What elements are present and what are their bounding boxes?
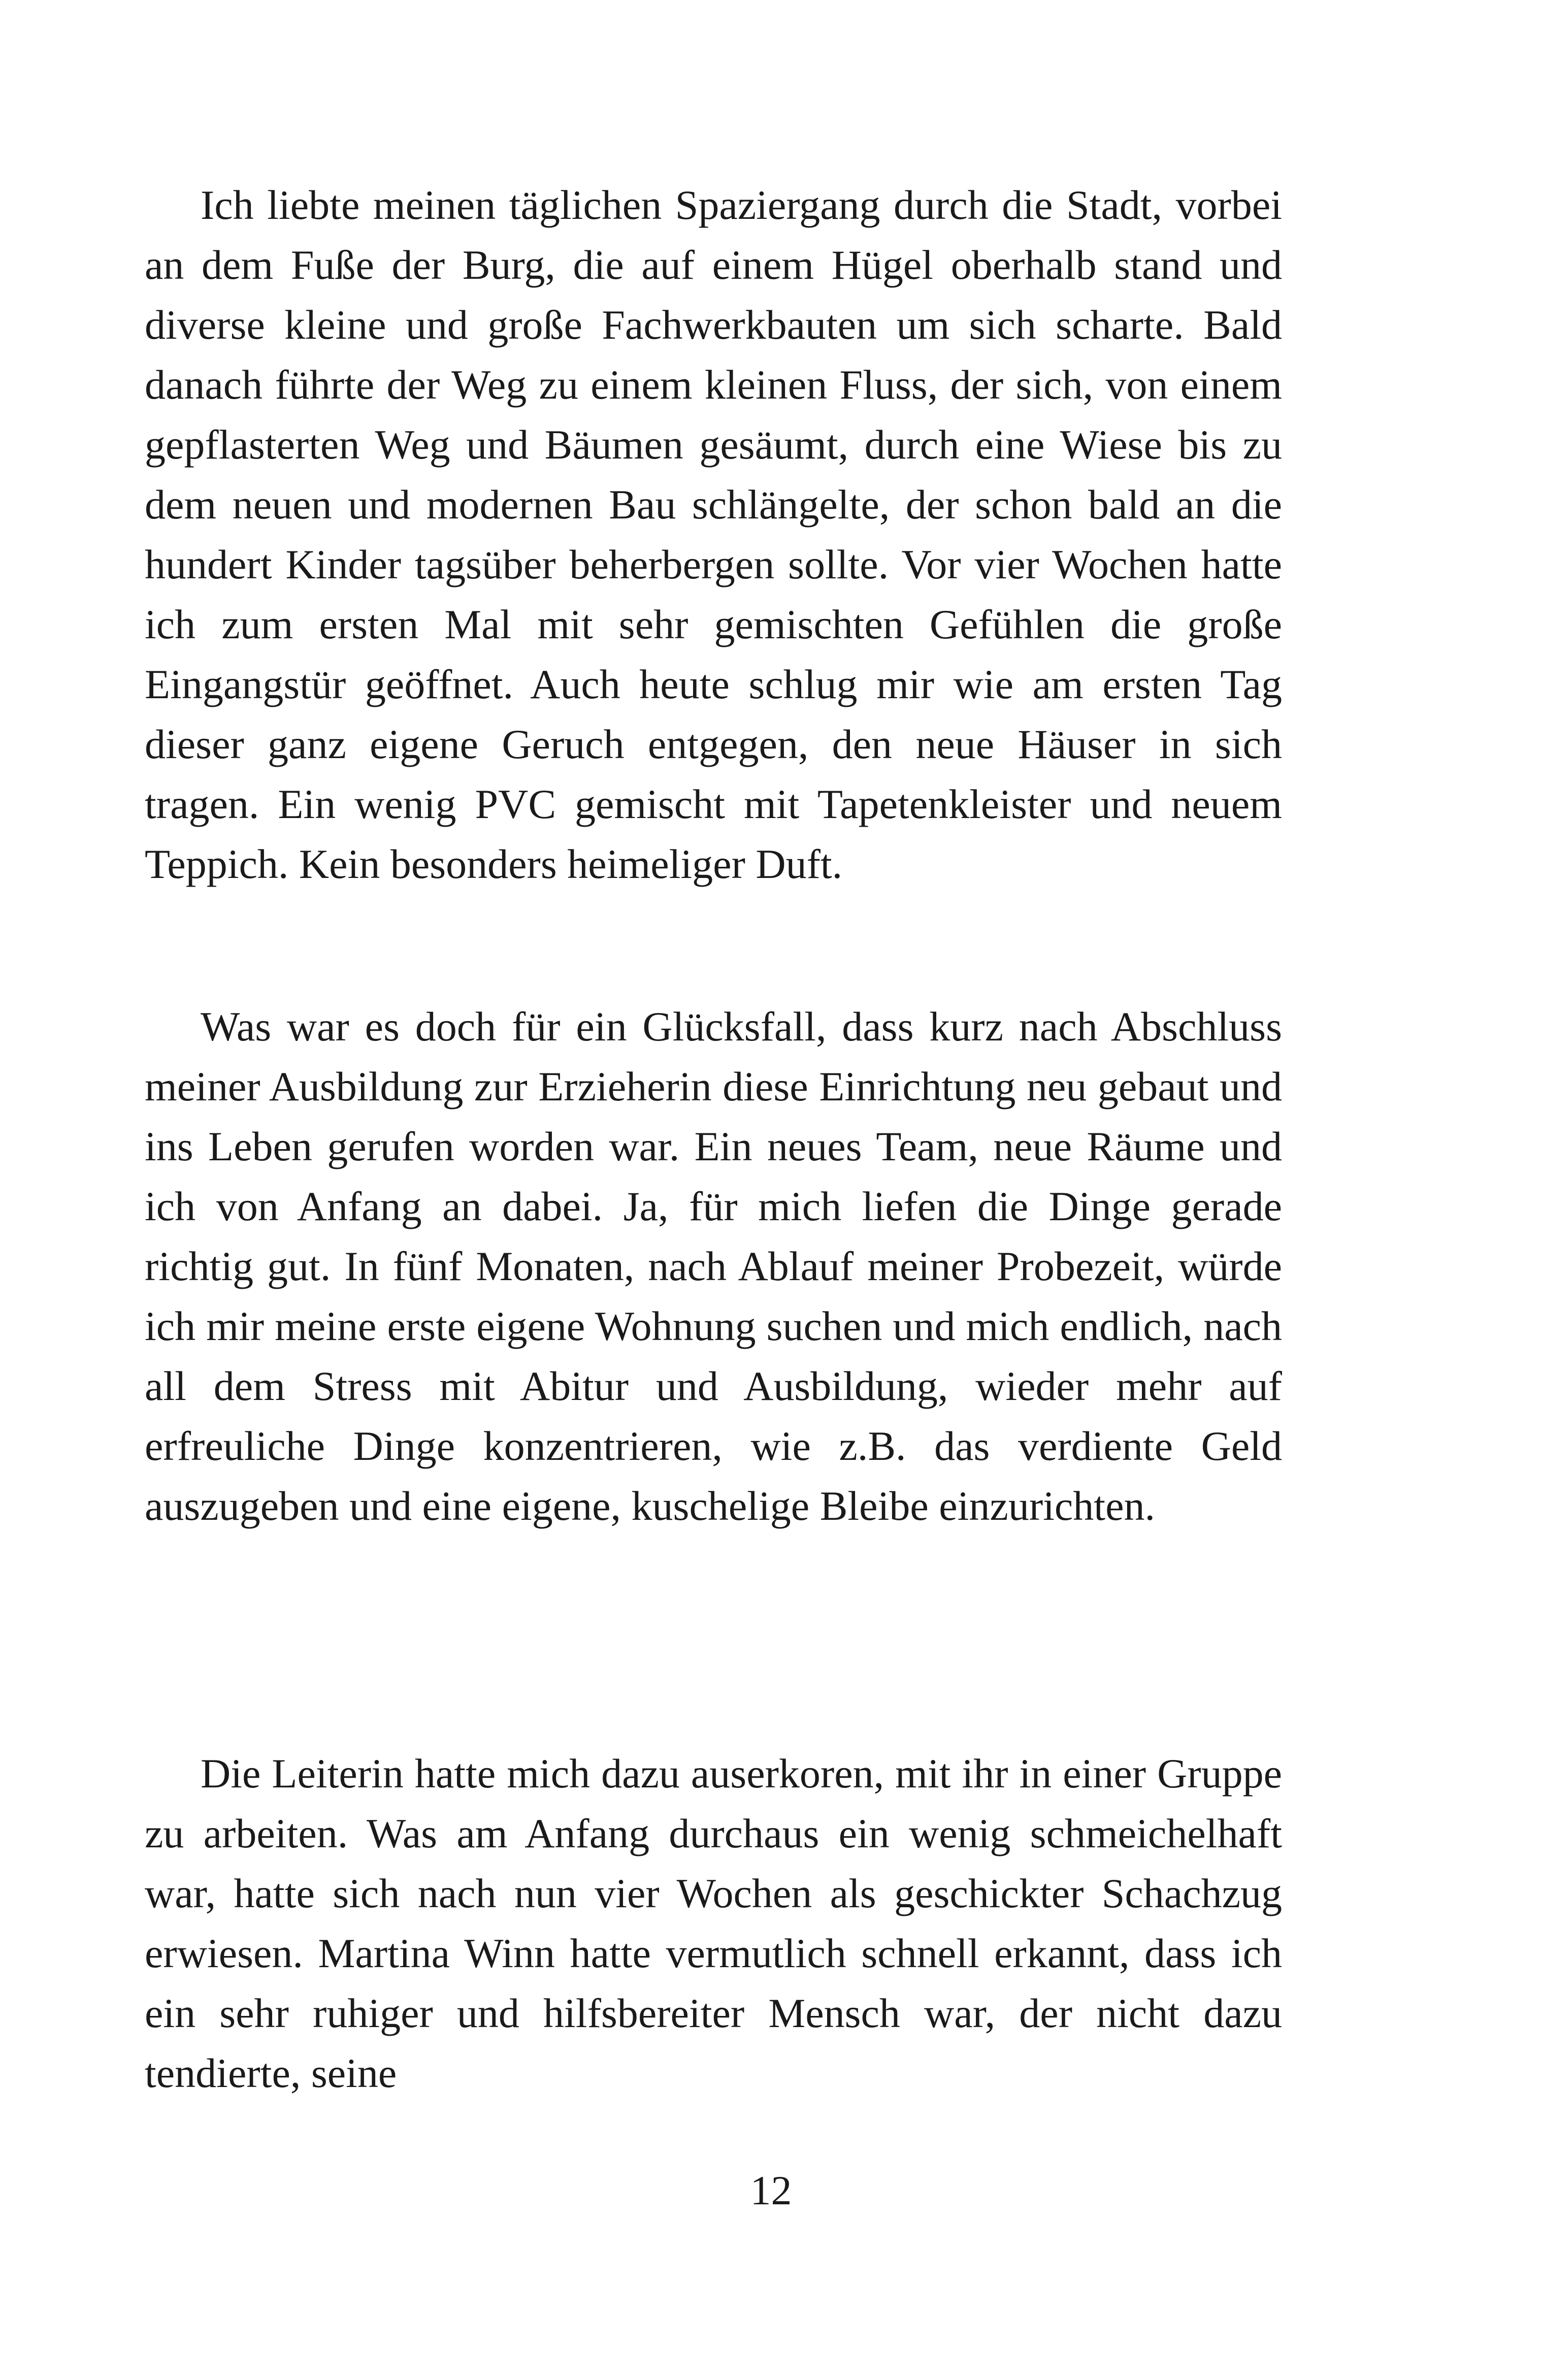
paragraph-2: Was war es doch für ein Glücksfall, dass kurz nach Abschluss meiner Ausbildung zur Erzieherin diese Einrichtung neu gebaut und ins Leben gerufen worden war. Ein neues Team, neue Räume und ich von Anfang an dabei. Ja, für mich liefen die Dinge gerade richtig gut. In fünf Monaten, nach Ablauf meiner Probezeit, würde ich mir meine erste eigene Wohnung suchen und mich endlich, nach all dem Stress mit Abitur und Ausbildung, wieder mehr auf erfreuliche Dinge konzentrieren, wie z.B. das verdiente Geld auszugeben und eine eigene, kuschelige Bleibe einzurichten. [145,1003,1282,1529]
paragraph-3: Die Leiterin hatte mich dazu auserkoren, mit ihr in einer Gruppe zu arbeiten. Was am Anfang durchaus ein wenig schmeichelhaft war, hatte sich nach nun vier Wochen als geschickter Schachzug erwiesen. Martina Winn hatte vermutlich schnell erkannt, dass ich ein sehr ruhiger und hilfsbereiter Mensch war, der nicht dazu tendierte, seine [145,1750,1282,2096]
page-number: 12 [750,2167,792,2213]
paragraph-1: Ich liebte meinen täglichen Spaziergang durch die Stadt, vorbei an dem Fuße der Burg, die auf einem Hügel oberhalb stand und diverse kleine und große Fachwerkbauten um sich scharte. Bald danach führte der Weg zu einem kleinen Fluss, der sich, von einem gepflasterten Weg und Bäumen gesäumt, durch eine Wiese bis zu dem neuen und modernen Bau schlängelte, der schon bald an die hundert Kinder tagsüber beherbergen sollte. Vor vier Wochen hatte ich zum ersten Mal mit sehr gemischten Gefühlen die große Eingangstür geöffnet. Auch heute schlug mir wie am ersten Tag dieser ganz eigene Geruch entgegen, den neue Häuser in sich tragen. Ein wenig PVC gemischt mit Tapetenkleister und neuem Teppich. Kein besonders heimeliger Duft. [145,182,1282,887]
